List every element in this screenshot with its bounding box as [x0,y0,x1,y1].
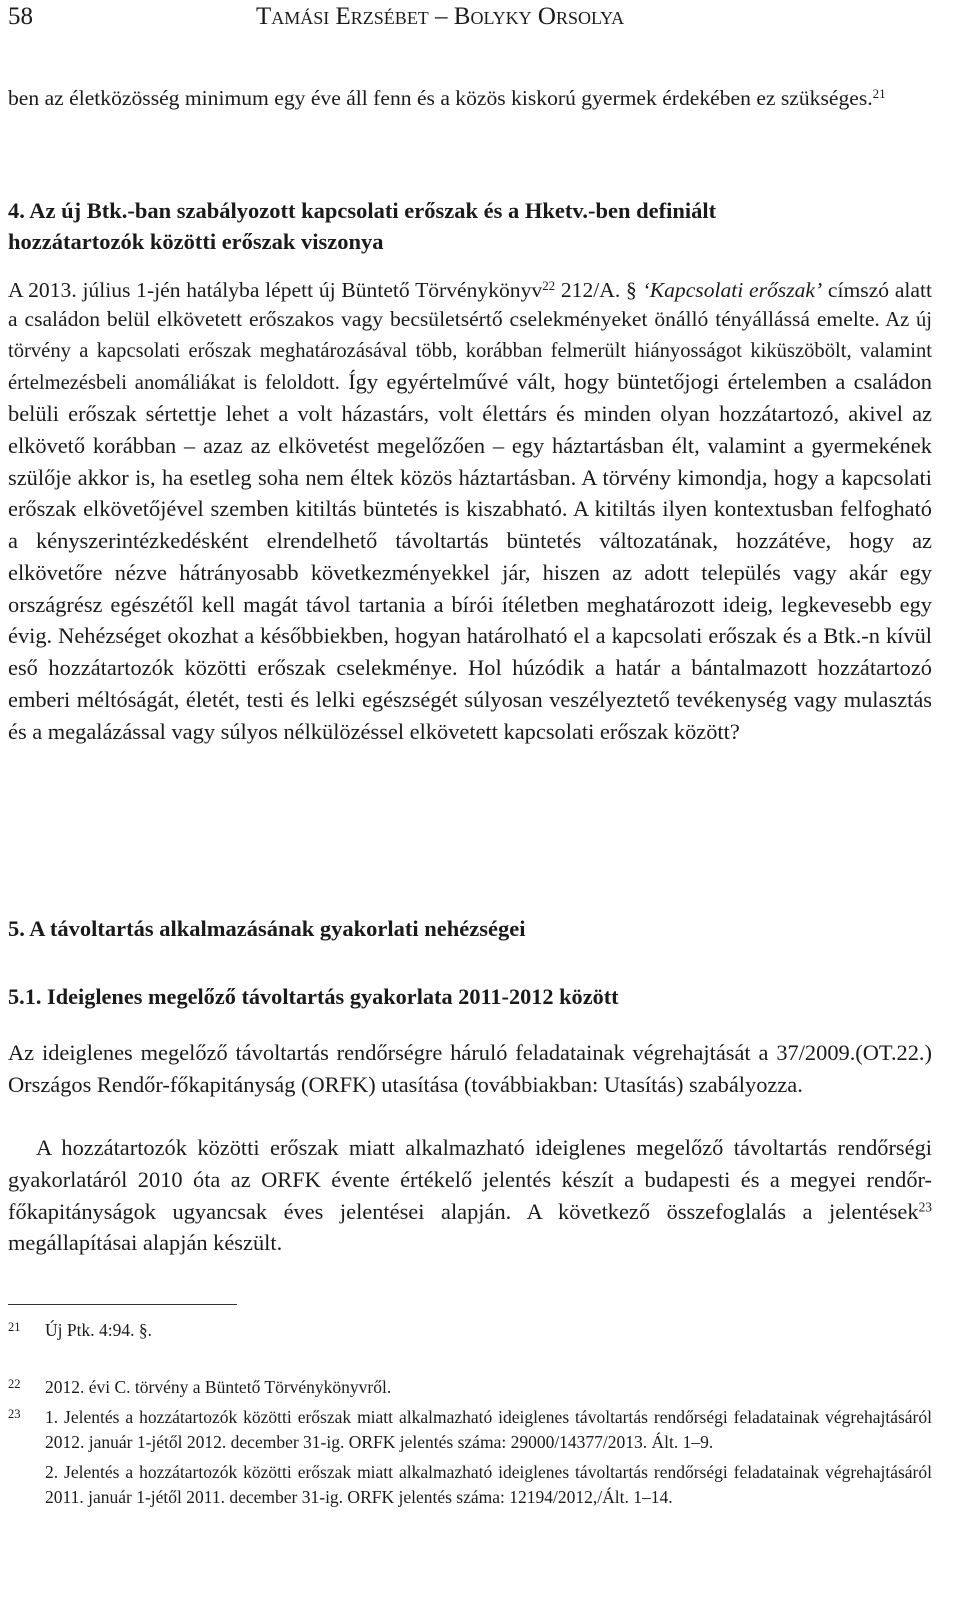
footnote-number: 21 [8,1320,21,1334]
footnote-22 [8,1375,932,1400]
footnote-separator [8,1304,237,1305]
section-5-heading: 5. A távoltartás alkalmazásának gyakorlati nehézségei [8,916,526,941]
running-header-authors: Tamási Erzsébet – Bolyky Orsolya [256,3,625,30]
footnote-ref-23: 23 [918,1199,932,1215]
footnote-21 [8,1318,932,1343]
section-5-1-text-a: A hozzátartozók közötti erőszak miatt alkalmazható ideiglenes megelőző távoltartás rendőrségi gyakorlatáról 2010 óta az ORFK évente értékelő jelentés készít a budapesti és a megyei rendőr-főkapitányságok ugyancsak éves jelentései alapján. A következő összefoglalás a jelentések [8,1135,932,1224]
section-4-text-2: 212/A. § [555,278,643,302]
footnote-text: Új Ptk. 4:94. §. [45,1320,152,1340]
footnote-ref-21: 21 [872,85,886,101]
section-4-heading: 4. Az új Btk.-ban szabályozott kapcsolati erőszak és a Hketv.-ben definiált hozzátartozók közötti erőszak viszonya [8,198,717,254]
footnote-number: 22 [8,1377,21,1391]
section-5-1-text-b: megállapításai alapján készült. [8,1230,283,1256]
section-4-text-3: címszó alatt a családon belül elkövetett erőszakos vagy becsületsértő cselekményeket önálló tényállássá emelte. [8,278,932,332]
footnote-23 [8,1405,932,1509]
intro-paragraph [8,84,932,113]
section-4-text-5: Így egyértelművé vált, hogy büntetőjogi értelemben a családon belüli erőszak sértettje lehet a volt házastárs, volt élettárs és minden olyan hozzátartozó, akivel az elkövető korábban – azaz az elkövetést megelőzően – egy háztartásban élt, valamint a gyermekének szülője akkor is, ha esetleg soha nem éltek közös háztartásban. A törvény kimondja, hogy a kapcsolati erőszak elkövetőjével szemben kitiltás büntetés is kiszabható. A kitiltás ilyen kontextusban felfogható a kényszerintézkedésként elrendelhető távoltartás büntetés változatának, hozzátéve, hogy az elkövetőre nézve hátrányosabb következményekkel jár, hiszen az adott település vagy akár egy országrész egészétől kell magát távol tartania a bírói ítéletben meghatározott ideig, legkevesebb egy évig. Nehézséget okozhat a későbbiekben, hogyan határolható el a kapcsolati erőszak és a Btk.-n kívül eső hozzátartozók közötti erőszak cselekménye. Hol húzódik a határ a bántalmazott hozzátartozó emberi méltóságát, életét, testi és lelki egészségét súlyosan veszélyeztető tevékenység vagy mulasztás és a megalázással vagy súlyos nélkülözéssel elkövetett kapcsolati erőszak között? [8,368,932,744]
footnote-23-item-2: 2. Jelentés a hozzátartozók közötti erőszak miatt alkalmazható ideiglenes távoltartás rendőrségi feladatainak végrehajtásáról 2011. január 1-jétől 2011. december 31-ig. ORFK jelentés száma: 12194/2012,/Ált. 1–14. [45,1462,932,1507]
section-5-1-paragraph-2 [8,1132,932,1259]
section-4-paragraph [8,276,932,748]
intro-text: ben az életközösség minimum egy éve áll fenn és a közös kiskorú gyermek érdekében ez szükséges. [8,86,873,110]
section-5-1-heading: 5.1. Ideiglenes megelőző távoltartás gyakorlata 2011-2012 között [8,984,619,1009]
footnote-number: 23 [8,1407,21,1421]
page-number: 58 [8,3,33,30]
section-4-italic-term: ‘Kapcsolati erőszak’ [642,278,823,302]
section-5-1-paragraph-1: Az ideiglenes megelőző távoltartás rendőrségre háruló feladatainak végrehajtását a 37/2009.(OT.22.) Országos Rendőr-főkapitányság (ORFK) utasítása (továbbiakban: Utasítás) szabályozza. [8,1040,932,1097]
section-4-text-4: Az új törvény a kapcsolati erőszak meghatározásával több, korábban felmerült hiányosságot kiküszöbölt, valamint értelmezésbeli anomáliákat is feloldott. [8,309,932,394]
footnote-text: 2012. évi C. törvény a Büntető Törvénykönyvről. [45,1377,392,1397]
footnote-ref-22: 22 [542,277,556,293]
section-4-text-1: A 2013. július 1-jén hatályba lépett új Büntető Törvénykönyv [8,278,543,302]
footnote-23-item-1: 1. Jelentés a hozzátartozók közötti erőszak miatt alkalmazható ideiglenes távoltartás rendőrségi feladatainak végrehajtásáról 2012. január 1-jétől 2012. december 31-ig. ORFK jelentés száma: 29000/14377/2013. Ált. 1–9. [45,1407,932,1452]
